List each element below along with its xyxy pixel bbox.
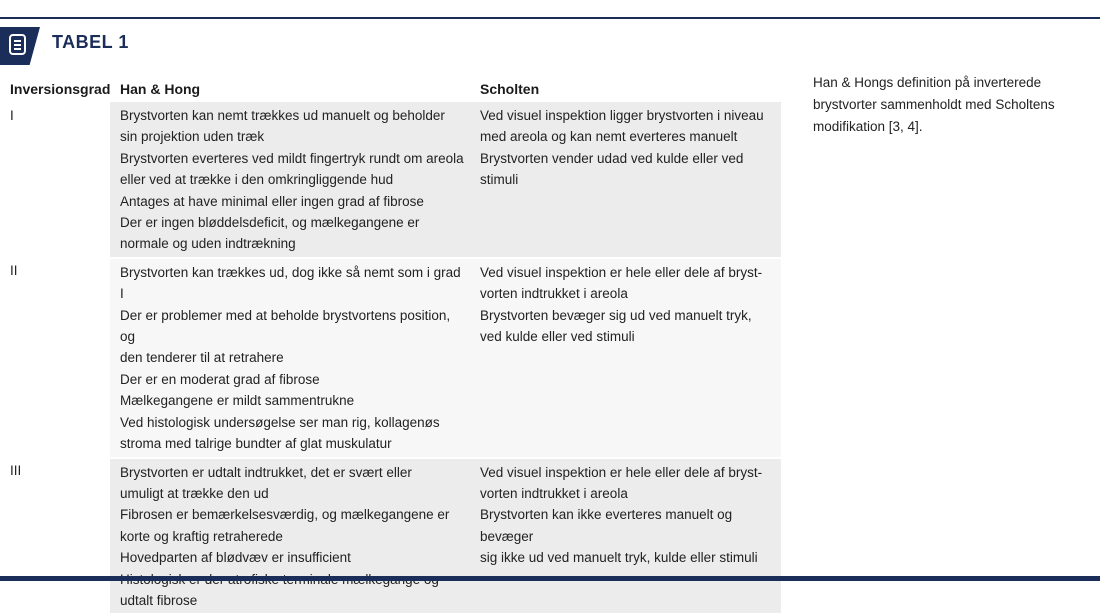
cell-line: Fibrosen er bemærkelsesværdig, og mælkegangene er [120, 504, 464, 525]
column-header-grade: Inversionsgrad [0, 77, 110, 102]
cell-line: Brystvorten everteres ved mildt fingertryk rundt om areola [120, 148, 464, 169]
cell-line: ved kulde eller ved stimuli [480, 326, 775, 347]
scholten-cell [470, 102, 781, 257]
cell-line: sig ikke ud ved manuelt tryk, kulde eller stimuli [480, 547, 775, 568]
han-hong-cell [110, 457, 470, 613]
cell-line: umuligt at trække den ud [120, 483, 464, 504]
cell-line: udtalt fibrose [120, 590, 464, 611]
cell-line: korte og kraftig retraherede [120, 526, 464, 547]
cell-line: den tenderer til at retrahere [120, 347, 464, 368]
cell-line: Der er en moderat grad af fibrose [120, 369, 464, 390]
scholten-cell [470, 457, 781, 613]
table-caption: Han & Hongs definition på inverterede brystvorter sammenholdt med Scholtens modifikation [3, 4]. [813, 72, 1093, 138]
cell-line: Ved histologisk undersøgelse ser man rig, kollagenøs [120, 412, 464, 433]
cell-line: Ved visuel inspektion er hele eller dele af bryst- [480, 262, 775, 283]
table-row [0, 102, 781, 257]
cell-line: Antages at have minimal eller ingen grad af fibrose [120, 191, 464, 212]
cell-line: med areola og kan nemt everteres manuelt [480, 126, 775, 147]
cell-line: Brystvorten kan ikke everteres manuelt og bevæger [480, 504, 775, 547]
cell-line: Hovedparten af blødvæv er insufficient [120, 547, 464, 568]
grade-cell: III [0, 457, 110, 613]
column-header-scholten: Scholten [470, 77, 781, 102]
cell-line: Brystvorten kan nemt trækkes ud manuelt og beholder [120, 105, 464, 126]
document-list-icon [8, 34, 28, 56]
table-title: TABEL 1 [52, 32, 129, 53]
grade-cell: II [0, 257, 110, 457]
cell-line: Brystvorten bevæger sig ud ved manuelt tryk, [480, 305, 775, 326]
cell-line: Ved visuel inspektion ligger brystvorten i niveau [480, 105, 775, 126]
column-header-han-hong: Han & Hong [110, 77, 470, 102]
scholten-cell [470, 257, 781, 457]
cell-line: Ved visuel inspektion er hele eller dele af bryst- [480, 462, 775, 483]
cell-line: normale og uden indtrækning [120, 233, 464, 254]
cell-line: Der er problemer med at beholde brystvortens position, og [120, 305, 464, 348]
cell-line: Brystvorten kan trækkes ud, dog ikke så nemt som i grad I [120, 262, 464, 305]
table-row [0, 257, 781, 457]
data-table [0, 77, 781, 613]
table-header [0, 19, 1100, 63]
han-hong-cell [110, 102, 470, 257]
cell-line: stroma med talrige bundter af glat muskulatur [120, 433, 464, 454]
cell-line: vorten indtrukket i areola [480, 283, 775, 304]
bottom-rule [0, 576, 1100, 581]
cell-line: Brystvorten er udtalt indtrukket, det er svært eller [120, 462, 464, 483]
cell-line: Brystvorten vender udad ved kulde eller ved stimuli [480, 148, 775, 191]
grade-cell: I [0, 102, 110, 257]
cell-line: sin projektion uden træk [120, 126, 464, 147]
table-badge [0, 27, 40, 65]
cell-line: vorten indtrukket i areola [480, 483, 775, 504]
cell-line: Mælkegangene er mildt sammentrukne [120, 390, 464, 411]
table-row [0, 457, 781, 613]
cell-line: eller ved at trække i den omkringliggende hud [120, 169, 464, 190]
table-header-row [0, 77, 781, 102]
han-hong-cell [110, 257, 470, 457]
cell-line: Der er ingen bløddelsdeficit, og mælkegangene er [120, 212, 464, 233]
